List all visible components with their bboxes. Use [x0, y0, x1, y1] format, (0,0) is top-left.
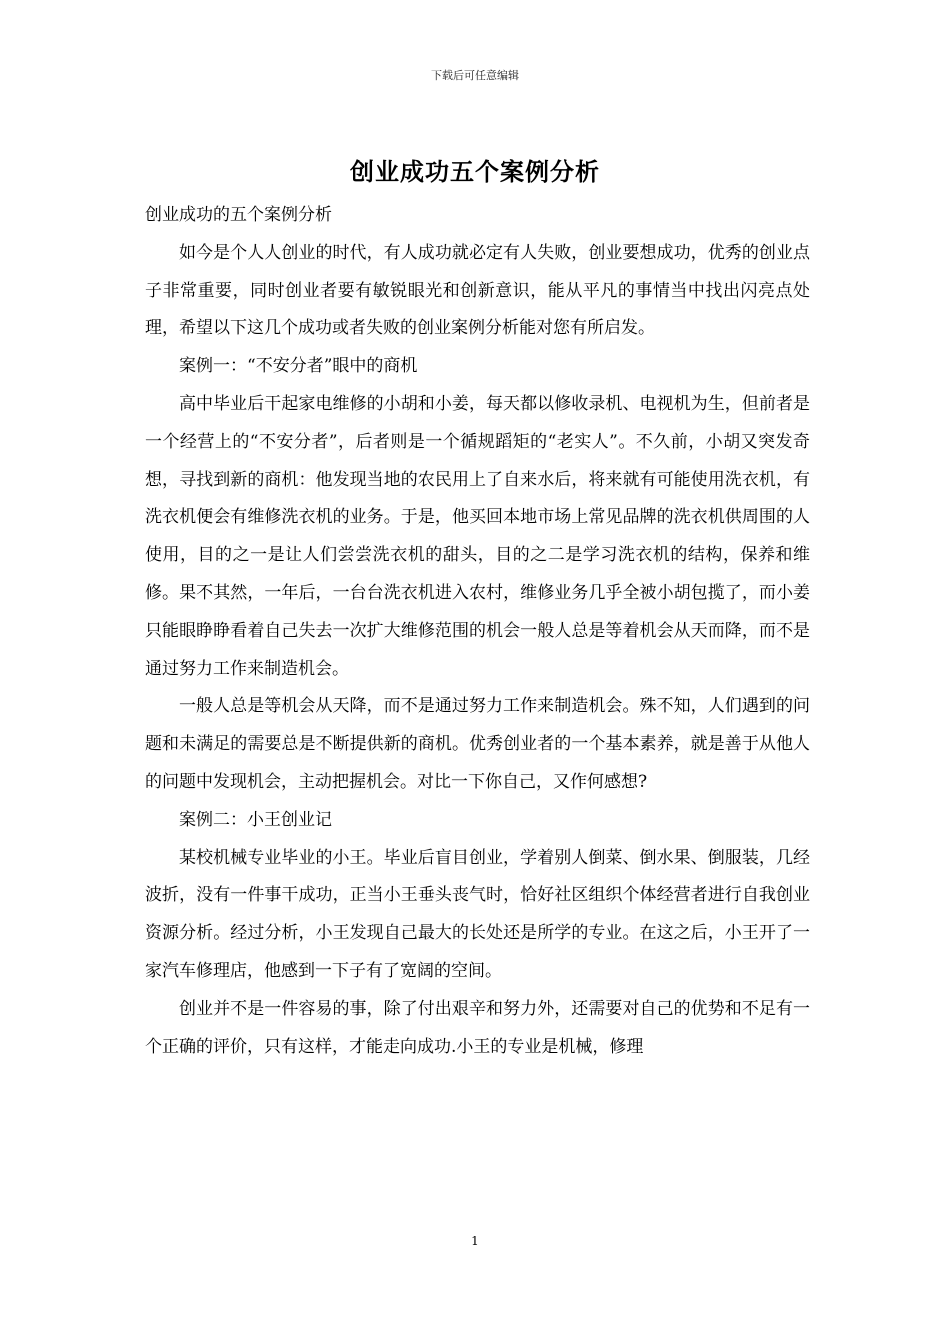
page-header: 下载后可任意编辑: [431, 69, 519, 82]
case-one-heading: 案例一：“不安分者”眼中的商机: [179, 356, 418, 377]
document-title: 创业成功五个案例分析: [350, 157, 600, 186]
case-two-heading: 案例二：小王创业记: [179, 809, 332, 830]
subtitle-paragraph: 创业成功的五个案例分析: [145, 205, 332, 225]
case-two-commentary: 创业并不是一件容易的事，除了付出艰辛和努力外，还需要对自己的优势和不足有一个正确的评价，只有这样，才能走向成功.小王的专业是机械，修理: [145, 998, 810, 1057]
case-one-paragraph: 高中毕业后干起家电维修的小胡和小姜，每天都以修收录机、电视机为生，但前者是一个经营上的“不安分者”，后者则是一个循规蹈矩的“老实人”。不久前，小胡又突发奇想，寻找到新的商机：他发现当地的农民用上了自来水后，将来就有可能使用洗衣机，有洗衣机便会有维修洗衣机的业务。于是，他买回本地市场上常见品牌的洗衣机供周围的人使用，目的之一是让人们尝尝洗衣机的甜头，目的之二是学习洗衣机的结构，保养和维修。果不其然，一年后，一台台洗衣机进入农村，维修业务几乎全被小胡包揽了，而小姜只能眼睁睁看着自己失去一次扩大维修范围的机会一般人总是等着机会从天而降，而不是通过努力工作来制造机会。: [145, 393, 810, 679]
intro-paragraph: 如今是个人人创业的时代，有人成功就必定有人失败，创业要想成功，优秀的创业点子非常重要，同时创业者要有敏锐眼光和创新意识，能从平凡的事情当中找出闪亮点处理，希望以下这几个成功或者失败的创业案例分析能对您有所启发。: [145, 242, 810, 339]
case-two-paragraph: 某校机械专业毕业的小王。毕业后盲目创业，学着别人倒菜、倒水果、倒服装，几经波折，没有一件事干成功，正当小王垂头丧气时，恰好社区组织个体经营者进行自我创业资源分析。经过分析，小王发现自己最大的长处还是所学的专业。在这之后，小王开了一家汽车修理店，他感到一下子有了宽阔的空间。: [145, 847, 810, 981]
page-number: 1: [471, 1234, 479, 1248]
case-one-commentary: 一般人总是等机会从天降，而不是通过努力工作来制造机会。殊不知，人们遇到的问题和未满足的需要总是不断提供新的商机。优秀创业者的一个基本素养，就是善于从他人的问题中发现机会，主动把握机会。对比一下你自己，又作何感想?: [145, 696, 810, 792]
document-body: [145, 197, 810, 1066]
